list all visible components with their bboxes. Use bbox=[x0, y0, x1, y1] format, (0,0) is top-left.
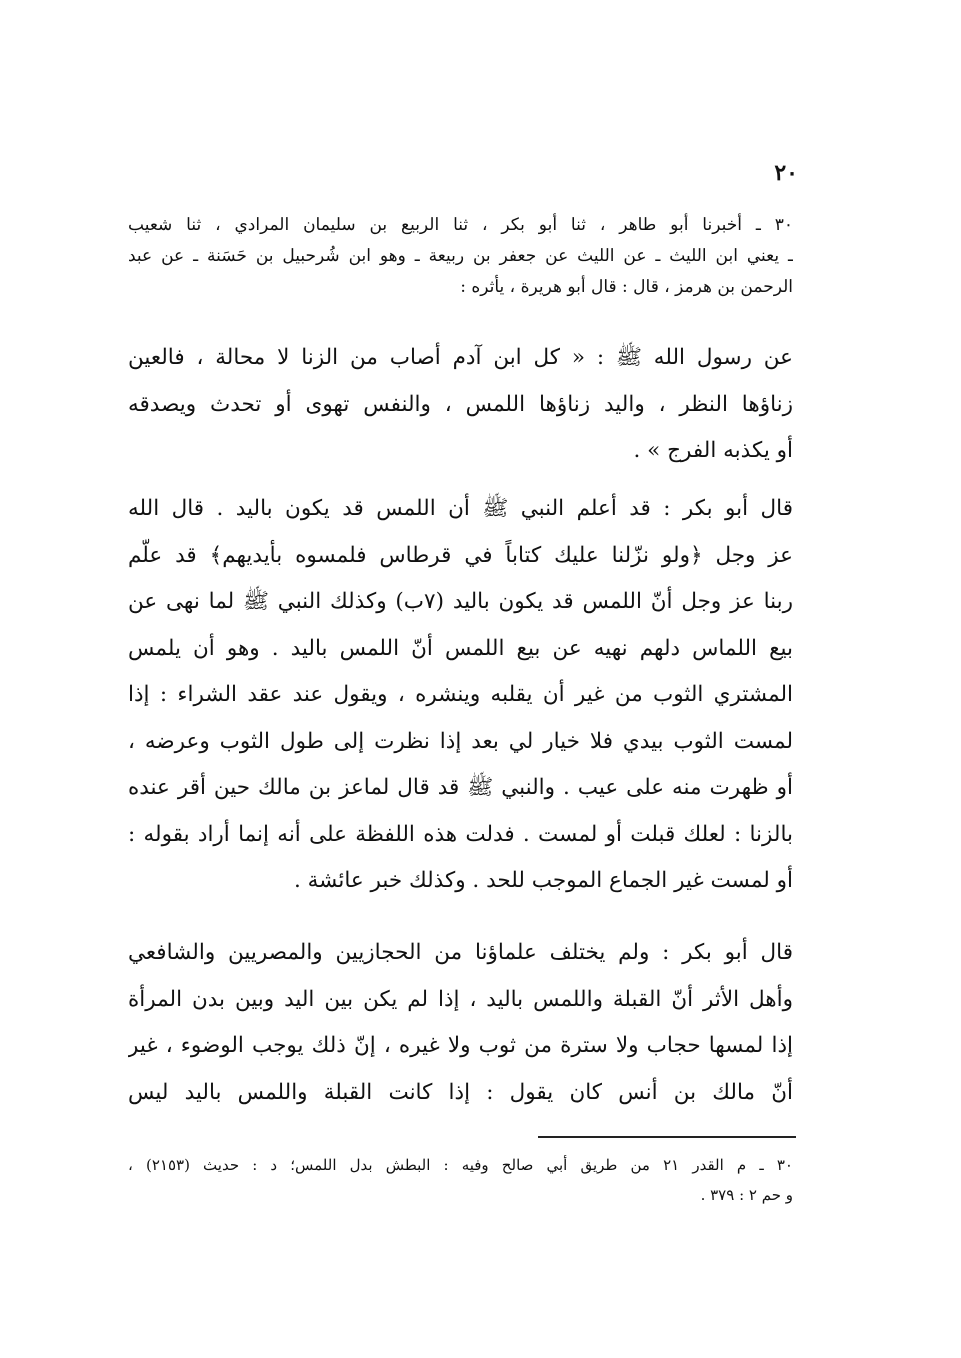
text-line: زناؤها النظر ، واليد زناؤها اللمس ، والنفس تهوى أو تحدث ويصدقه bbox=[128, 391, 793, 417]
text-line: بيع اللماس دلهم نهيه عن بيع اللمس أنّ اللمس باليد . وهو أن يلمس bbox=[128, 635, 793, 661]
text-line: عز وجل ﴿ولو نزّلنا عليك كتاباً في قرطاس فلمسوه بأيديهم﴾ قد علّم bbox=[128, 542, 793, 568]
isnad-line: ٣٠ ـ أخبرنا أبو طاهر ، ثنا أبو بكر ، ثنا الربيع بن سليمان المرادي ، ثنا شعيب bbox=[128, 215, 793, 235]
footnote-line: ٣٠ ـ م القدر ٢١ من طريق أبي صالح وفيه : البطش بدل اللمس؛ د : حديث (٢١٥٣) ، bbox=[128, 1156, 793, 1174]
commentary-paragraph bbox=[128, 486, 793, 905]
text-line: أنّ مالك بن أنس كان يقول : إذا كانت القبلة واللمس باليد ليس bbox=[128, 1079, 793, 1105]
hadith-text-paragraph bbox=[128, 335, 793, 475]
isnad-line: الرحمن بن هرمز ، قال : قال أبو هريرة ، يأثره : bbox=[460, 277, 793, 297]
text-line: أو ظهرت منه على عيب . والنبي ﷺ قد قال لماعز بن مالك حين أقر عنده bbox=[128, 775, 793, 800]
commentary-paragraph bbox=[128, 930, 793, 1116]
text-line: ربنا عز وجل أنّ اللمس قد يكون باليد (٧ب) وكذلك النبي ﷺ لما نهى عن bbox=[128, 589, 793, 614]
footnote-line: و حم ٢ : ٣٧٩ . bbox=[700, 1186, 793, 1204]
text-line: قال أبو بكر : قد أعلم النبي ﷺ أن اللمس قد يكون باليد . قال الله bbox=[128, 496, 793, 521]
page-number: ٢٠ bbox=[774, 160, 798, 186]
text-line: بالزنا : لعلك قبلت أو لمست . فدلت هذه اللفظة على أنه إنما أراد بقوله : bbox=[128, 821, 793, 847]
text-line: وأهل الأثر أنّ القبلة واللمس باليد ، إذا لم يكن بين اليد وبين بدن المرأة bbox=[128, 986, 793, 1012]
text-line: لمست الثوب بيدي فلا خيار لي بعد إذا نظرت إلى طول الثوب وعرضه ، bbox=[128, 728, 793, 754]
text-line: قال أبو بكر : ولم يختلف علماؤنا من الحجازيين والمصريين والشافعي bbox=[128, 940, 793, 965]
footnote-divider bbox=[538, 1136, 796, 1138]
text-line: عن رسول الله ﷺ : « كل ابن آدم أصاب من الزنا لا محالة ، فالعين bbox=[128, 345, 793, 370]
footnote bbox=[128, 1150, 793, 1210]
isnad-line: ـ يعني ابن الليث ـ عن الليث عن جعفر بن ربيعة ـ وهو ابن شُرحبيل بن حَسَنة ـ عن عبد bbox=[128, 246, 793, 266]
text-line: المشتري الثوب من غير أن يقلبه وينشره ، ويقول عند عقد الشراء : إذا bbox=[128, 682, 793, 707]
text-line: أو لمست غير الجماع الموجب للحد . وكذلك خبر عائشة . bbox=[293, 868, 793, 893]
text-line: أو يكذبه الفرج » . bbox=[633, 438, 793, 463]
isnad-block bbox=[128, 210, 793, 303]
text-line: إذا لمسها حجاب ولا سترة من ثوب ولا غيره ، إنّ ذلك يوجب الوضوء ، غير bbox=[128, 1033, 793, 1058]
